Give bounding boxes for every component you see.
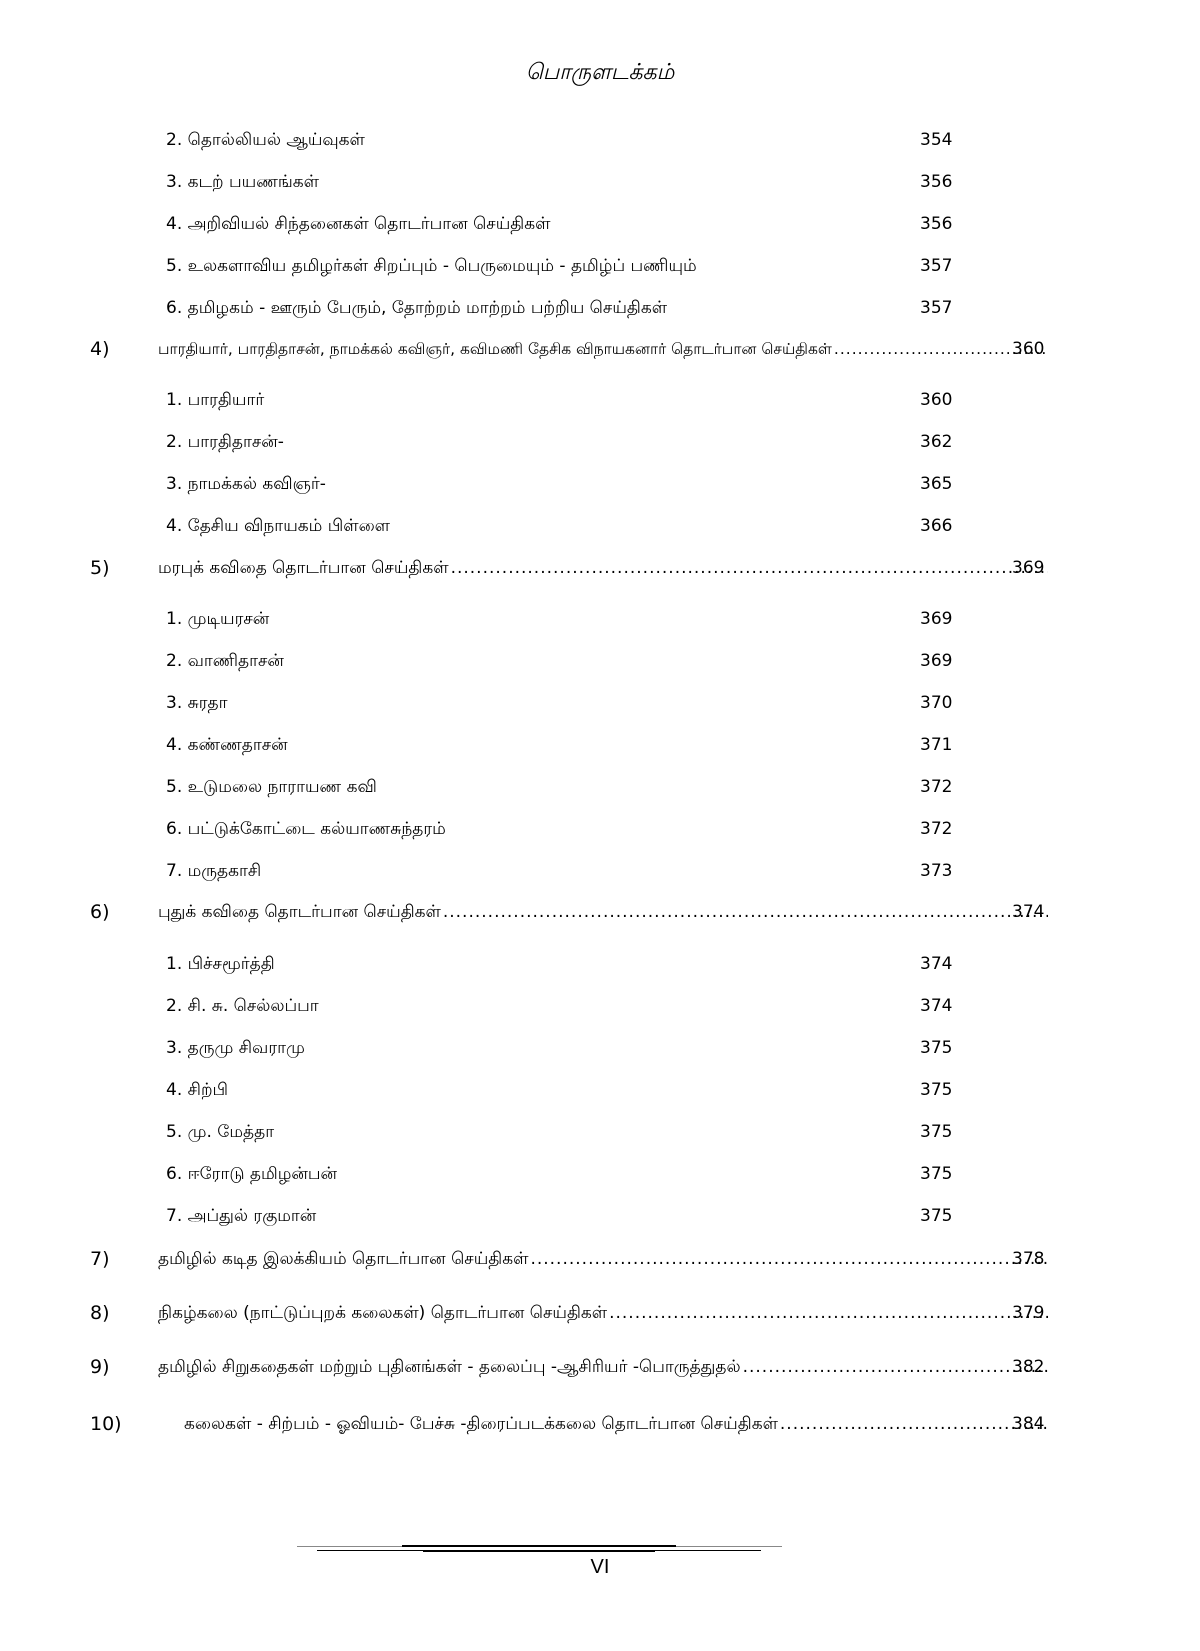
section-title-with-leader (158, 1298, 1050, 1328)
toc-subentry-label: 2. பாரதிதாசன்- (166, 432, 284, 452)
toc-subentry-label: 2. சி. சு. செல்லப்பா (166, 996, 319, 1016)
section-title: மரபுக் கவிதை தொடர்பான செய்திகள் (158, 558, 449, 578)
toc-subentry-page: 356 (920, 214, 953, 234)
toc-subentry-page: 375 (920, 1164, 953, 1184)
toc-subentry[interactable] (0, 730, 1200, 760)
toc-subentry[interactable] (0, 511, 1200, 541)
toc-subentry-page: 362 (920, 432, 953, 452)
section-title: தமிழில் சிறுகதைகள் மற்றும் புதினங்கள் - தலைப்பு -ஆசிரியர் -பொருத்துதல் (158, 1357, 741, 1377)
toc-subentry[interactable] (0, 1159, 1200, 1189)
toc-subentry[interactable] (0, 427, 1200, 457)
toc-section-5[interactable] (0, 553, 1200, 583)
section-page: 369 (1012, 558, 1045, 578)
toc-subentry[interactable] (0, 604, 1200, 634)
toc-subentry-page: 365 (920, 474, 953, 494)
toc-section-6[interactable] (0, 897, 1200, 927)
toc-subentry[interactable] (0, 772, 1200, 802)
toc-subentry[interactable] (0, 856, 1200, 886)
toc-subentry-label: 1. பாரதியார் (166, 390, 265, 410)
toc-subentry-page: 357 (920, 256, 953, 276)
toc-subentry-label: 1. பிச்சமூர்த்தி (166, 954, 275, 974)
section-number: 9) (90, 1356, 110, 1378)
section-title-with-leader (158, 1244, 1050, 1274)
toc-subentry-label: 4. சிற்பி (166, 1080, 229, 1100)
toc-section-4[interactable] (0, 334, 1200, 364)
section-number: 6) (90, 901, 110, 923)
section-page: 382 (1012, 1357, 1045, 1377)
toc-subentry-page: 366 (920, 516, 953, 536)
toc-subentry-label: 7. அப்துல் ரகுமான் (166, 1206, 317, 1226)
section-page: 378 (1012, 1249, 1045, 1269)
page-title: பொருளடக்கம் (525, 60, 675, 85)
section-title: நிகழ்கலை (நாட்டுப்புறக் கலைகள்) தொடர்பான செய்திகள் (158, 1303, 608, 1323)
toc-subentry-page: 360 (920, 390, 953, 410)
section-title: புதுக் கவிதை தொடர்பான செய்திகள் (158, 902, 441, 922)
toc-subentry[interactable] (0, 1117, 1200, 1147)
section-number: 8) (90, 1302, 110, 1324)
section-title: தமிழில் கடித இலக்கியம் தொடர்பான செய்திகள் (158, 1249, 529, 1269)
toc-subentry-page: 372 (920, 777, 953, 797)
section-page: 374 (1012, 902, 1045, 922)
toc-section-10[interactable] (0, 1409, 1200, 1439)
toc-subentry-label: 3. கடற் பயணங்கள் (166, 172, 319, 192)
dot-leader (530, 1244, 1048, 1274)
toc-subentry[interactable] (0, 1033, 1200, 1063)
toc-subentry[interactable] (0, 949, 1200, 979)
section-title-with-leader (158, 553, 1050, 583)
toc-subentry-label: 6. பட்டுக்கோட்டை கல்யாணசுந்தரம் (166, 819, 446, 839)
section-number: 7) (90, 1248, 110, 1270)
toc-subentry-page: 371 (920, 735, 953, 755)
toc-subentry-page: 357 (920, 298, 953, 318)
section-title: பாரதியார், பாரதிதாசன், நாமக்கல் கவிஞர், கவிமணி தேசிக விநாயகனார் தொடர்பான செய்திகள் (158, 340, 832, 358)
toc-subentry-page: 375 (920, 1038, 953, 1058)
toc-subentry[interactable] (0, 991, 1200, 1021)
section-page: 379 (1012, 1303, 1045, 1323)
toc-subentry-label: 6. ஈரோடு தமிழன்பன் (166, 1164, 338, 1184)
toc-subentry-label: 4. அறிவியல் சிந்தனைகள் தொடர்பான செய்திகள் (166, 214, 551, 234)
dot-leader (609, 1298, 1048, 1328)
toc-subentry-page: 369 (920, 651, 953, 671)
section-page: 360 (1012, 339, 1045, 359)
toc-subentry-label: 4. தேசிய விநாயகம் பிள்ளை (166, 516, 390, 536)
toc-subentry-page: 375 (920, 1206, 953, 1226)
toc-subentry-page: 374 (920, 954, 953, 974)
toc-subentry-label: 2. வாணிதாசன் (166, 651, 284, 671)
toc-subentry-label: 5. உடுமலை நாராயண கவி (166, 777, 377, 797)
section-title-with-leader (184, 1409, 1050, 1439)
footer-rule-top-dark (402, 1545, 676, 1547)
toc-subentry-label: 3. நாமக்கல் கவிஞர்- (166, 474, 326, 494)
toc-subentry[interactable] (0, 293, 1200, 323)
toc-subentry-label: 5. உலகளாவிய தமிழர்கள் சிறப்பும் - பெருமையும் - தமிழ்ப் பணியும் (166, 256, 697, 276)
toc-subentry-label: 6. தமிழகம் - ஊரும் பேரும், தோற்றம் மாற்றம் பற்றிய செய்திகள் (166, 298, 668, 318)
section-number: 4) (90, 338, 110, 360)
toc-subentry-page: 370 (920, 693, 953, 713)
section-number: 10) (90, 1413, 122, 1435)
dot-leader (451, 553, 1048, 583)
toc-subentry-page: 375 (920, 1080, 953, 1100)
toc-subentry-label: 1. முடியரசன் (166, 609, 270, 629)
dot-leader (443, 897, 1048, 927)
page-number: VI (590, 1556, 610, 1578)
toc-section-8[interactable] (0, 1298, 1200, 1328)
toc-subentry-label: 2. தொல்லியல் ஆய்வுகள் (166, 130, 365, 150)
toc-subentry[interactable] (0, 814, 1200, 844)
section-number: 5) (90, 557, 110, 579)
section-page: 384 (1012, 1414, 1045, 1434)
dot-leader (780, 1409, 1048, 1439)
toc-subentry[interactable] (0, 469, 1200, 499)
toc-subentry[interactable] (0, 125, 1200, 155)
toc-subentry-page: 369 (920, 609, 953, 629)
toc-subentry-page: 356 (920, 172, 953, 192)
section-title-with-leader (158, 897, 1050, 927)
toc-subentry[interactable] (0, 1201, 1200, 1231)
section-title-with-leader (158, 334, 1050, 364)
toc-subentry[interactable] (0, 646, 1200, 676)
toc-subentry[interactable] (0, 167, 1200, 197)
section-title-with-leader (158, 1352, 1050, 1382)
toc-subentry[interactable] (0, 251, 1200, 281)
toc-subentry-page: 373 (920, 861, 953, 881)
toc-subentry-page: 372 (920, 819, 953, 839)
toc-subentry-page: 374 (920, 996, 953, 1016)
dot-leader (743, 1352, 1048, 1382)
toc-subentry-page: 375 (920, 1122, 953, 1142)
toc-subentry-label: 7. மருதகாசி (166, 861, 262, 881)
footer-rule-bottom-dark (423, 1550, 655, 1552)
toc-subentry[interactable] (0, 209, 1200, 239)
toc-section-7[interactable] (0, 1244, 1200, 1274)
toc-subentry-page: 354 (920, 130, 953, 150)
toc-subentry-label: 3. சுரதா (166, 693, 228, 713)
toc-subentry[interactable] (0, 385, 1200, 415)
toc-subentry[interactable] (0, 1075, 1200, 1105)
toc-subentry-label: 3. தருமு சிவராமு (166, 1038, 305, 1058)
section-title: கலைகள் - சிற்பம் - ஓவியம்- பேச்சு -திரைப்படக்கலை தொடர்பான செய்திகள் (184, 1414, 778, 1434)
toc-subentry-label: 5. மு. மேத்தா (166, 1122, 275, 1142)
toc-subentry[interactable] (0, 688, 1200, 718)
toc-subentry-label: 4. கண்ணதாசன் (166, 735, 288, 755)
toc-section-9[interactable] (0, 1352, 1200, 1382)
